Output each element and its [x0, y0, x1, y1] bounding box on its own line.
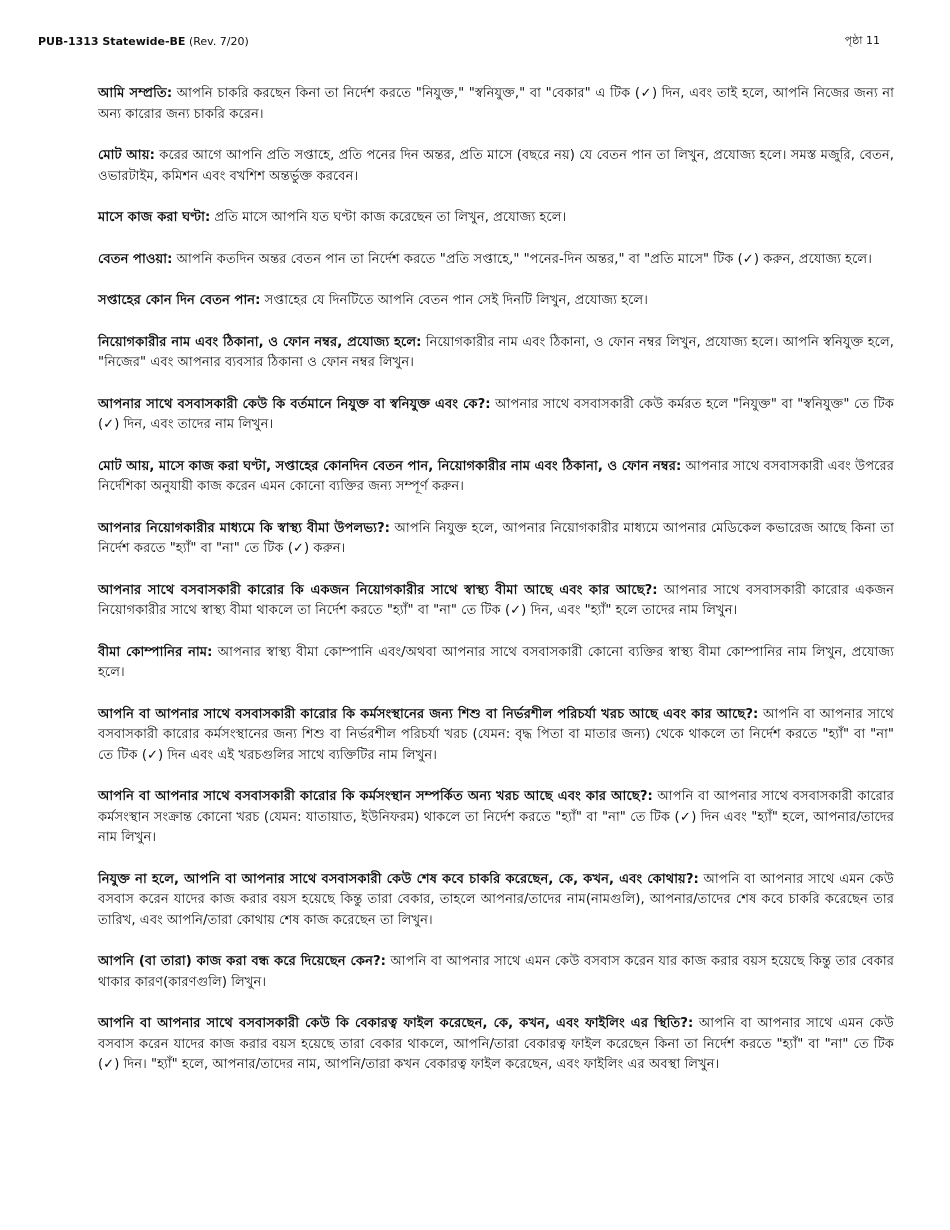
- entry-text: আপনার সাথে বসবাসকারী কেউ কর্মরত হলে "নিযুক্ত" বা "স্বনিযুক্ত" তে টিক (✓) দিন, এবং তাদের নাম লিখুন।: [98, 396, 894, 432]
- instructions-body: [98, 84, 894, 1097]
- entry-term: মাসে কাজ করা ঘণ্টা:: [98, 210, 211, 225]
- entry-term: আপনি (বা তারা) কাজ করা বন্ধ করে দিয়েছেন কেন?:: [98, 954, 386, 969]
- document-revision: (Rev. 7/20): [188, 35, 249, 48]
- entry-text: সপ্তাহের যে দিনটিতে আপনি বেতন পান সেই দিনটি লিখুন, প্রযোজ্য হলে।: [264, 293, 648, 308]
- entry-term: মোট আয়:: [98, 148, 155, 163]
- entry-term: মোট আয়, মাসে কাজ করা ঘণ্টা, সপ্তাহের কোনদিন বেতন পান, নিয়োগকারীর নাম এবং ঠিকানা, ও ফোন নম্বর:: [98, 458, 682, 474]
- instruction-entry: [98, 291, 894, 312]
- document-id: PUB-1313 Statewide-BE: [38, 35, 186, 48]
- entry-text: আপনি বা আপনার সাথে এমন কেউ বসবাস করেন যাদের কাজ করার বয়স হয়েছে কিন্তু তারা বেকার, তাহলে আপনার/তাদের নাম(নামগুলি), আপনার/তাদের শেষ কবে চাকরি করেছেন তার তারিখ, এবং আপনি/তারা কোথায় শেষ কাজ করেছেন তা লিখুন।: [98, 871, 895, 928]
- instruction-entry: [98, 952, 894, 993]
- entry-text: আপনি বা আপনার সাথে এমন কেউ বসবাস করেন যাদের কাজ করার বয়স হয়েছে তারা বেকার থাকলে, আপনি/তারা বেকারত্ব ফাইল করেছেন কিনা তা নির্দেশ করতে "হ্যাঁ" বা "না" তে টিক (✓) দিন। "হ্যাঁ" হলে, আপনার/তাদের নাম, আপনি/তারা কখন বেকারত্ব ফাইল করেছেন, এবং ফাইলিং এর অবস্থা লিখুন।: [98, 1016, 894, 1072]
- entry-text: আপনি নিযুক্ত হলে, আপনার নিয়োগকারীর মাধ্যমে আপনার মেডিকেল কভারেজ আছে কিনা তা নির্দেশ করতে "হ্যাঁ" বা "না" তে টিক (✓) করুন।: [98, 520, 894, 556]
- instruction-entry: [98, 208, 894, 229]
- instruction-entry: [98, 457, 894, 498]
- entry-term: আপনি বা আপনার সাথে বসবাসকারী কারোর কি কর্মসংস্থান সম্পর্কিত অন্য খরচ আছে এবং কার আছে?:: [98, 789, 653, 804]
- entry-term: সপ্তাহের কোন দিন বেতন পান:: [98, 293, 261, 308]
- instruction-entry: [98, 870, 894, 932]
- entry-text: আপনি বা আপনার সাথে এমন কেউ বসবাস করেন যার কাজ করার বয়স হয়েছে কিন্তু তার বেকার থাকার কারণ(কারণগুলি) লিখুন।: [98, 954, 894, 990]
- document-code: [38, 35, 249, 48]
- entry-term: নিযুক্ত না হলে, আপনি বা আপনার সাথে বসবাসকারী কেউ শেষ কবে চাকরি করেছেন, কে, কখন, এবং কোথায়?:: [98, 871, 699, 887]
- entry-text: আপনার সাথে বসবাসকারী কারোর একজন নিয়োগকারীর সাথে স্বাস্থ্য বীমা থাকলে তা নির্দেশ করতে "হ্যাঁ" বা "না" তে টিক (✓) দিন, এবং "হ্যাঁ" হলে তাদের নাম লিখুন।: [98, 582, 894, 618]
- entry-term: বীমা কোম্পানির নাম:: [98, 644, 213, 660]
- instruction-entry: [98, 519, 894, 560]
- page-header: [38, 32, 880, 51]
- instruction-entry: [98, 1014, 894, 1076]
- instruction-entry: [98, 581, 894, 622]
- instruction-entry: [98, 643, 894, 684]
- entry-text: প্রতি মাসে আপনি যত ঘণ্টা কাজ করেছেন তা লিখুন, প্রযোজ্য হলে।: [214, 210, 567, 225]
- entry-text: আপনি বা আপনার সাথে বসবাসকারী কারোর কর্মসংস্থানের জন্য শিশু বা নির্ভরশীল পরিচর্যা খরচ (যেমন: বৃদ্ধ পিতা বা মাতার জন্য) থেকে থাকলে তা নির্দেশ করতে "হ্যাঁ" বা "না" তে টিক (✓) দিন এবং এই খরচগুলির সাথে ব্যক্তিটির নাম লিখুন।: [98, 706, 894, 763]
- instruction-entry: [98, 333, 894, 374]
- entry-text: নিয়োগকারীর নাম এবং ঠিকানা, ও ফোন নম্বর লিখুন, প্রযোজ্য হলে। আপনি স্বনিযুক্ত হলে, "নিজের" এবং আপনার ব্যবসার ঠিকানা ও ফোন নম্বর লিখুন।: [98, 334, 894, 370]
- entry-text: আপনি কতদিন অন্তর বেতন পান তা নির্দেশ করতে "প্রতি সপ্তাহে," "পনের-দিন অন্তর," বা "প্রতি মাসে" টিক (✓) করুন, প্রযোজ্য হলে।: [176, 251, 872, 267]
- entry-term: আপনার নিয়োগকারীর মাধ্যমে কি স্বাস্থ্য বীমা উপলভ্য?:: [98, 520, 390, 536]
- entry-term: নিয়োগকারীর নাম এবং ঠিকানা, ও ফোন নম্বর, প্রযোজ্য হলে:: [98, 334, 422, 350]
- entry-text: আপনি চাকরি করছেন কিনা তা নির্দেশ করতে "নিযুক্ত," "স্বনিযুক্ত," বা "বেকার" এ টিক (✓) দিন, এবং তাই হলে, আপনি নিজের জন্য না অন্য কারোর জন্য চাকরি করেন।: [98, 86, 894, 122]
- entry-text: করের আগে আপনি প্রতি সপ্তাহে, প্রতি পনের দিন অন্তর, প্রতি মাসে (বছরে নয়) যে বেতন পান তা লিখুন, প্রযোজ্য হলে। সমস্ত মজুরি, বেতন, ওভারটাইম, কমিশন এবং বখশিশ অন্তর্ভুক্ত করবেন।: [98, 148, 894, 184]
- entry-term: আমি সম্প্রতি:: [98, 86, 173, 101]
- entry-text: আপনার সাথে বসবাসকারী এবং উপরের নির্দেশিকা অনুযায়ী কাজ করেন এমন কোনো ব্যক্তির জন্য সম্পূর্ণ করুন।: [98, 458, 894, 494]
- entry-text: আপনার স্বাস্থ্য বীমা কোম্পানি এবং/অথবা আপনার সাথে বসবাসকারী কোনো ব্যক্তির স্বাস্থ্য বীমা কোম্পানির নাম লিখুন, প্রযোজ্য হলে।: [98, 644, 894, 680]
- entry-term: আপনি বা আপনার সাথে বসবাসকারী কেউ কি বেকারত্ব ফাইল করেছেন, কে, কখন, এবং ফাইলিং এর স্থিতি?:: [98, 1016, 694, 1031]
- instruction-entry: [98, 250, 894, 271]
- instruction-entry: [98, 705, 894, 767]
- instruction-entry: [98, 146, 894, 187]
- entry-term: আপনার সাথে বসবাসকারী কেউ কি বর্তমানে নিযুক্ত বা স্বনিযুক্ত এবং কে?:: [98, 396, 491, 412]
- instruction-entry: [98, 787, 894, 849]
- entry-term: আপনার সাথে বসবাসকারী কারোর কি একজন নিয়োগকারীর সাথে স্বাস্থ্য বীমা আছে এবং কার আছে?:: [98, 582, 658, 598]
- instruction-entry: [98, 84, 894, 125]
- page-number: পৃষ্ঠা 11: [844, 34, 880, 47]
- entry-text: আপনি বা আপনার সাথে বসবাসকারী কারোর কর্মসংস্থান সংক্রান্ত কোনো খরচ (যেমন: যাতায়াত, ইউনিফরম) থাকলে তা নির্দেশ করতে "হ্যাঁ" বা "না" তে টিক (✓) দিন এবং "হ্যাঁ" হলে, আপনার/তাদের নাম লিখুন।: [98, 789, 894, 845]
- entry-term: বেতন পাওয়া:: [98, 251, 173, 267]
- instruction-entry: [98, 395, 894, 436]
- entry-term: আপনি বা আপনার সাথে বসবাসকারী কারোর কি কর্মসংস্থানের জন্য শিশু বা নির্ভরশীল পরিচর্যা খরচ আছে এবং কার আছে?:: [98, 706, 759, 722]
